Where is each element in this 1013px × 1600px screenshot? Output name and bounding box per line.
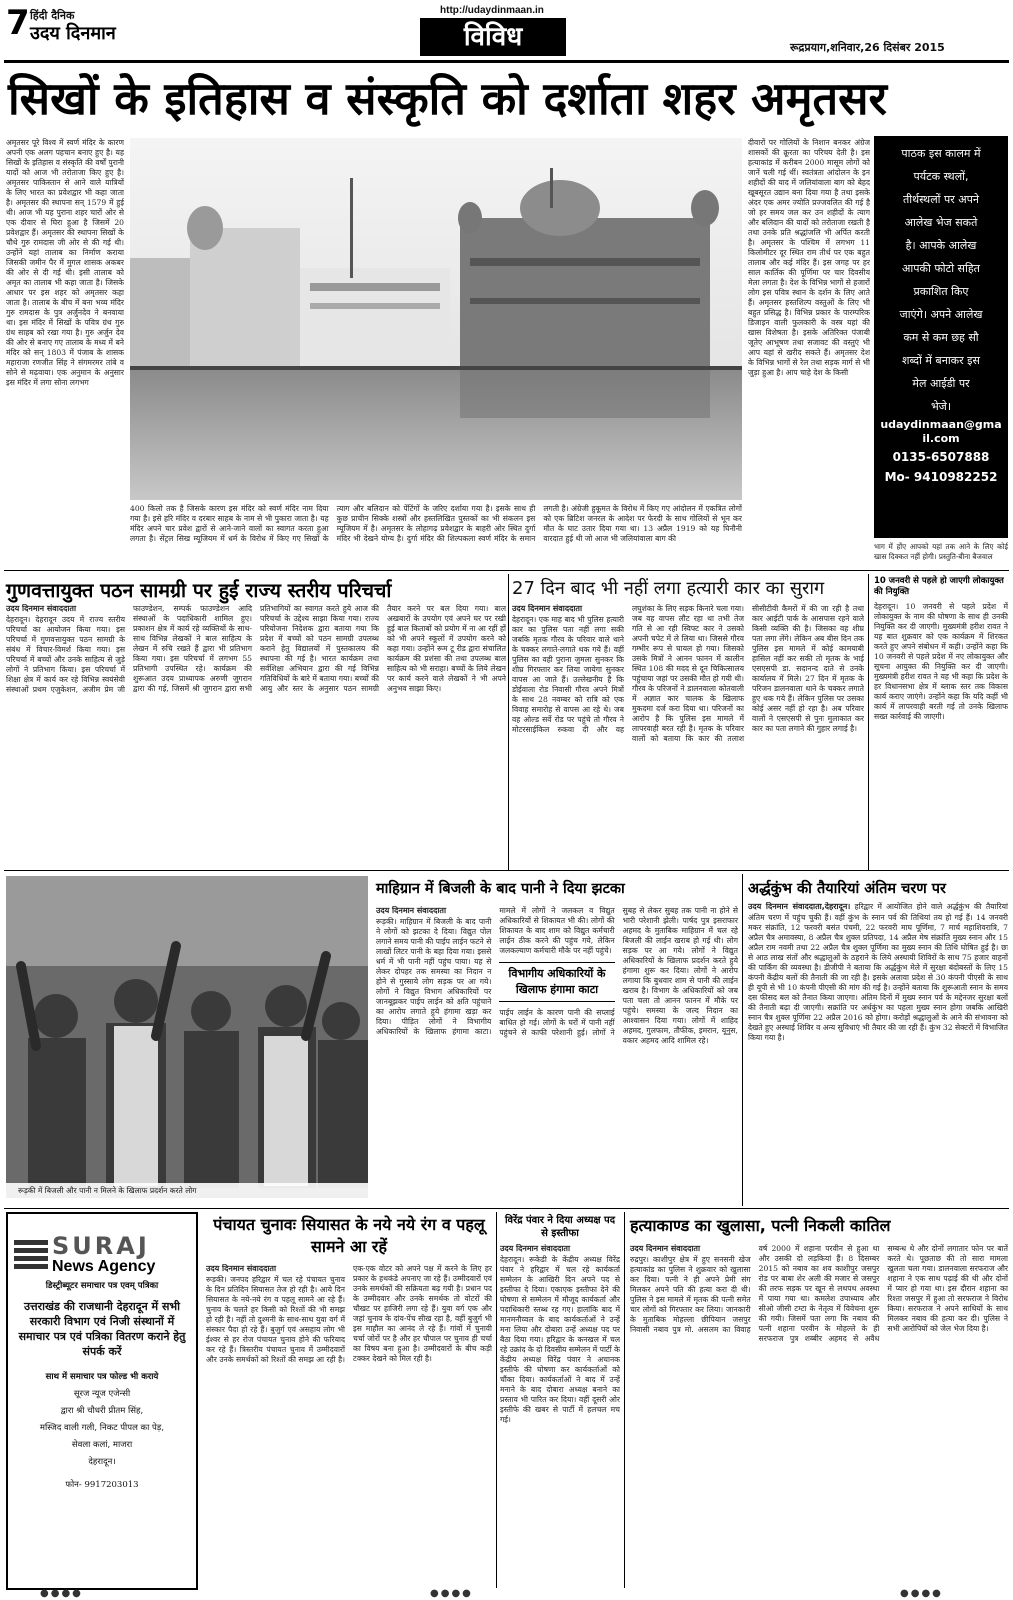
registration-marks-right: ●●●● [900,1588,943,1599]
section-name: विविध [420,18,566,56]
promo-line: है। आपके आलेख [905,239,977,252]
story7-body [206,1264,492,1586]
registration-marks-center: ●●●● [430,1588,473,1599]
promo-line: पर्यटक स्थलों, [913,170,969,183]
story8-body [500,1244,620,1586]
v-rule [508,574,509,870]
story6-headline: अर्द्धकुंभ की तैयारियां अंतिम चरण पर [748,881,946,897]
story3-byline: उदय दिनमान संवाददाता [512,604,583,613]
story5-text2: पाईप लाईन के कारण पानी की सप्लाई बाधित हो गई। लोगों के घरों में पानी नहीं पहुंचने से काफी परेशानी हुई। लोगों ने सुबह से लेकर सुबह तक पानी ना होने से भारी परेशानी झेली। पार्षद पुत्र इसराफार अहमद के मुताबिक माहिग्रान में चल रहे बिजली की लाईन खराब हो गई थी। लोग सड़क पर आ गये। लोगों ने विद्युत अधिकारियों के खिलाफ प्रदर्शन करते हुये हंगामा शुरू कर दिया। लोगों ने आरोप लगाया कि बुधवार शाम से पानी की लाईन खराब है। विभाग के अधिकारियों को जब पता चला तो आनन फानन में मौके पर पहुंचे। समस्या के जल्द निदान का आश्वासन दिया गया। लोगों में शाहिद अहमद, गुलफाम, तौफीक, इमरान, यूनुस, वकार अहमद आदि शामिल रहे। [499,906,738,1046]
masthead-rule [4,60,1009,63]
story2-headline: गुणवत्तायुक्त पठन सामग्री पर हुई राज्य स्तरीय परिचर्चा [6,579,392,602]
v-rule [742,874,743,1206]
suraj-ad [6,1212,198,1590]
promo-line: शब्दों में बनाकर इस [902,354,980,367]
ad-brand-top: SURAJ [52,1232,150,1260]
ad-address-2: द्वारा श्री चौधरी प्रीतम सिंह, [60,1406,144,1416]
story2-byline: उदय दिनमान संवाददाता [6,604,77,613]
promo-email[interactable]: udaydinmaan@gmail.com [880,418,1002,445]
story8-text: देहरादून। रूकेडी के केंद्रीय अध्यक्ष विरेंद्र पंवार ने हरिद्वार में चल रहे कार्यकर्ता सम्मेलन के आखिरी दिन अपने पद से इस्तीफा दे दिया। एकाएक इस्तीफा देने की घोषणा से सम्मेलन में मौजूद कार्यकर्ता और पदाधिकारी स्तब्ध रह गए। हालांकि बाद में मानमनौव्वल के बाद कार्यकर्ताओं ने उन्हें मना लिया और दोबारा उन्हें अध्यक्ष पद पर बैठा दिया गया। हरिद्वार के कनखल में चल रहे उक्रांद के दो दिवसीय सम्मेलन में पार्टी के केंद्रीय अध्यक्ष विरेंद्र पंवार ने अचानक इस्तीफे की घोषणा कर कार्यकर्ताओं को चौंका दिया। कार्यकर्ताओं ने बाद में उन्हें मनाने के बाद दोबारा अध्यक्ष बनाने का प्रस्ताव भी पारित कर दिया। वहीं दूसरी ओर इस्तीफे की खबर से पार्टी में हलचल मच गई। [500,1254,620,1424]
section-rule [4,570,1009,571]
story4-headline: 10 जनवरी से पहले हो जाएगी लोकायुक्त की नियुक्ति [874,576,1004,597]
v-rule [624,1212,625,1588]
story6-byline: उदय दिनमान संवाददाता,देहरादून। [748,902,851,911]
story9-headline: हत्याकाण्ड का खुलासा, पत्नी निकली कातिल [630,1216,891,1235]
story3-body [512,604,864,864]
story2-text: देहरादून। देहरादून उदय में राज्य स्तरीय परिचर्चा का आयोजन किया गया। इस परिचर्चा में गुणवत्तायुक्त पठन सामग्री के संबंध में विचार-विमर्श किया गया। इस परिचर्चा में बच्चों और उनके साहित्य से जुड़े लोगों ने प्रतिभाग किया। इस परिचर्चा में शिक्षा क्षेत्र में कार्य कर रहे विभिन्न स्वयंसेवी संस्थाओं प्रथम एजुकेशन, अजीम प्रेम जी फाउण्डेशन, सम्पर्क फाउण्डेशन आदि संस्थाओं के पदाधिकारी शामिल हुए। प्रकाशन क्षेत्र में कार्य रहे व्यक्तियों के साथ-साथ विभिन्न लेखकों ने बाल साहित्य के लेखन में रुचि रखते हैं द्वारा भी प्रतिभाग किया गया। इस परिचर्चा में लगभग 55 प्रतिभागी उपस्थित रहे। कार्यक्रम की शुरूआत उदय प्राध्यापक अरुणी जुगरान द्वारा की गई, जिसमें श्री जुगरान द्वारा सभी प्रतिभागियों का स्वागत करते हुये आज की परिचर्चा के उद्देश्य साझा किया गया। राज्य परियोजना निदेशक द्वारा बताया गया कि प्रदेश में बच्चों को पठन सामग्री उपलब्ध कराने हेतु विद्यालयों में पुस्तकालय की स्थापना की गई है। भारत कार्यक्रम तथा सर्वशिक्षा अभियान द्वारा की गई विभिन्न गतिविधियों के बारे में बताया गया। बच्चों की आयु और स्तर के अनुसार पठन सामग्री तैयार करने पर बल दिया गया। बाल अखबारों के उपयोग एवं अपने घर पर रखी हुई बाल किताबों को प्रयोग में ना आ रहीं हों को भी अपने स्कूलों में उपयोग करने को कहा गया। उन्होंने रूम टू रीड द्वारा संचालित कार्यक्रम की प्रशंसा की तथा उपलब्ध बाल साहित्य को भी सराहा। बच्चों के लिये लेखन पर कार्य करने वाले लेखकों ने भी अपने अनुभव साझा किए। [6,604,506,694]
v-rule [496,1212,497,1588]
ad-subtitle: डिस्ट्रीब्यूटर समाचार पत्र एवम् पत्रिका [45,1281,159,1291]
ad-logo [14,1234,190,1276]
promo-box [874,136,1008,538]
story5-byline: उदय दिनमान संवाददाता [376,906,447,915]
promo-line: प्रकाशित किए [913,285,969,298]
photo-caption: रूड़की में बिजली और पानी न मिलने के खिलाफ प्रदर्शन करते लोग [6,1183,368,1198]
story3-headline: 27 दिन बाद भी नहीं लगा हत्यारी कार का सुराग [512,578,825,599]
promo-line: तीर्थस्थलों पर अपने [902,193,980,206]
story5-pull-quote: विभागीय अधिकारियों के खिलाफ हंगामा काटा [499,962,614,1002]
ad-logo-icon [14,1240,48,1270]
lead-headline: सिखों के इतिहास व संस्कृति को दर्शाता शहर अमृतसर [8,72,887,125]
story9-byline: उदय दिनमान संवाददाता [630,1244,701,1253]
protest-photo [6,876,368,1198]
lead-left-column: अमृतसर पूरे विश्व में स्वर्ण मंदिर के कारण अपनी एक अलग पहचान बनाए हुए है। यह सिखों के इतिहास व संस्कृति की वर्षों पुरानी यादों को आज भी तरोताजा किए हुए है। अमृतसर पाकिस्तान से आने वाले यात्रियों के लिए भारत का प्रवेशद्वार भी कहा जाता है। अमृतसर की स्थापना सन् 1579 में हुई थी। आज भी यह पुराना शहर चारों ओर से एक दीवार से घिरा हुआ है जिसमें 20 प्रवेशद्वार हैं। अमृतसर की स्थापना सिखों के चौथे गुरु रामदास जी ओर से की गई थी। उन्होंने यहां तालाब का निर्माण कराया जिसकी जमीन पैर में मुगल शासक अकबर की ओर से दी गई थी। इसी तालाब को अमृत का तालाब भी कहा जाता है। जिसके आधार पर इस शहर को अमृतसर कहा जाता है। तालाब के बीच में बना भव्य मंदिर गुरु रामदास के पुत्र अर्जुनदेव ने बनवाया था। इस मंदिर में सिखों के पवित्र ग्रंथ गुरु ग्रंथ साहब को रखा गया है। गुरु अर्जुन देव की ओर से बनाए गए तालाब के मध्य में बने मंदिर को सन् 1803 में पंजाब के शासक महाराजा रणजीत सिंह ने संगमरमर तांबे व सोने से मढ़वाया। एक अनुमान के अनुसार इस मंदिर में लगा सोना लगभग [6,138,124,388]
story7-text: रूड़की। जनपद हरिद्वार में चल रहे पंचायत चुनाव के दिन प्रतिदिन सियासत तेज हो रही है। आये दिन सियासत के नये-नये रंग व पहलू सामने आ रहे हैं। चुनाव के चलते हर किसी को रिश्तों की भी समझ हो रही है। नहीं तो दुश्मनी के साथ-साथ युवा वर्ग में संस्कार पैदा हो रहे हैं। बुजुर्ग एवं असहाय लोग भी ईश्वर से हर रोज पंचायत चुनाव होने की फरियाद कर रहे हैं। त्रिस्तरीय पंचायत चुनाव में उम्मीदवारों और उनके समर्थकों को रिश्तों की समझ आ रही है। एक-एक वोटर को अपने पक्ष में करने के लिए हर प्रकार के हथकंडे अपनाए जा रहे हैं। उम्मीदवारों एवं उनके समर्थकों की सक्रियता बढ़ गयी है। प्रधान पद के उम्मीदवार और उनके समर्थक तो वोटरों की चौखट पर हाजिरी लगा रहे हैं। युवा वर्ग एक और जहां चुनाव के दांव-पेंच सीख रहा है, वहीं बुजुर्ग भी इस माहौल का आनंद ले रहे हैं। गांवों में चुनावी चर्चा जोरों पर है और हर चौपाल पर चुनाव ही चर्चा का विषय बना हुआ है। उम्मीदवारों के बीच कड़ी टक्कर देखने को मिल रही है। [206,1264,492,1364]
story6-body [748,902,1008,1202]
promo-line: कम से कम छह सौ [903,331,979,344]
story7-headline: पंचायत चुनावः सियासत के नये नये रंग व पहलू सामने आ रहें [213,1215,485,1256]
promo-line: आलेख भेज सकते [904,216,978,229]
story2-body [6,604,506,864]
ad-brand-bottom: News Agency [52,1258,156,1275]
story9-body [630,1244,1008,1586]
page-number: 7 [6,3,30,43]
dateline: रूद्रप्रयाग,शनिवार,26 दिसंबर 2015 [790,41,945,54]
story4-text: देहरादून। 10 जनवरी से पहले प्रदेश में लोकायुक्त के नाम की घोषणा के साथ ही उनकी नियुक्ति कर दी जाएगी। मुख्यमंत्री हरीश रावत ने यह बात शुक्रवार को एक कार्यक्रम में शिरकत करते हुए अपने संबोधन में कही। उन्होंने कहा कि 10 जनवरी से पहले प्रदेश में नए लोकायुक्त और सूचना आयुक्त की नियुक्ति कर दी जाएगी। मुख्यमंत्री हरीश रावत ने यह भी कहा कि प्रदेश के हर विधानसभा क्षेत्र में ब्लाक स्तर तक विकास कार्य कराए जाएंगे। उन्होंने कहा कि यदि कहीं भी कार्य में लापरवाही बरती गई तो उनके खिलाफ सख्त कार्रवाई की जाएगी। [874,602,1008,722]
story9-text: रुद्रपुर। काशीपुर क्षेत्र में हुए सनसनी खेज हत्याकांड का पुलिस ने शुक्रवार को खुलासा कर दिया। पत्नी ने ही अपने प्रेमी संग मिलकर अपने पति की हत्या करा दी थी। पुलिस ने इस मामले में मृतक की पत्नी समेत चार लोगों को गिरफ्तार कर लिया। जानकारी के मुताबिक मोहल्ला छीपियान जसपुर निवासी नबाव पुत्र मो. असलम का विवाह वर्ष 2000 में शहाना परवीन से हुआ था और उसकी दो लड़कियां हैं। 8 दिसम्बर 2015 को नबाव का शव काशीपुर जसपुर रोड पर बाबा शेर अली की मजार से जसपुर की तरफ सड़क पर खून से लथपथ अवस्था में पाया गया था। कमलेश उपाध्याय और सीओ जीसी टम्टा के नेतृत्व में विवेचना शुरू की गयी। जिसमें पता लगा कि नबाव की पत्नी शहाना परवीन के मोहल्ले के ही सरफराज पुत्र शब्बीर अहमद से अवैध सम्बन्ध थे और दोनों लगातार फोन पर बातें करते थे। पूछताछ की तो सारा मामला खुलता चला गया। डालनवाला सरफराज और शहाना ने एक साथ पढ़ाई की थी और दोनों में प्यार हो गया था। इस दौरान शहाना का रिश्ता जसपुर में हुआ तो सरफराज ने विरोध किया। सरफराज ने अपने साथियों के साथ मिलकर नबाव की हत्या कर दी। पुलिस ने सभी आरोपियों को जेल भेज दिया है। [630,1244,1008,1344]
golden-temple-photo [130,138,742,500]
section-rule [4,870,1009,871]
ad-address-4: सेवला कलां, माजरा [71,1440,133,1450]
story8-headline: विरेंद्र पंवार ने दिया अध्यक्ष पद से इस्तीफा [504,1215,616,1239]
story5-text: रूड़की। माहिग्रान में बिजली के बाद पानी ने लोगों को झटका दे दिया। विद्युत पोल लगाने समय पानी की पाईप लाईन फटने से लाखों लिटर पानी के बहा दिया गया। इससे धर्म में भी पानी नहीं पहुंच पाया। यह से लेकर दोपहर तक समस्या का निदान न होने से गुस्साये लोग सड़क पर आ गये। लोगों ने विद्युत विभाग अधिकारियों पर जानबूझकर पाईप लाईन को क्षति पहुंचाने का आरोप लगाते हुये हंगामा खड़ा कर दिया। पीड़ित लोगों ने विभागीय अधिकारियों के खिलाफ हंगामा काटा। मामले में लोगों ने जलकल व विद्युत अधिकारियों से शिकायत भी की। लोगों की शिकायत के बाद शाम को विद्युत कर्मचारी लाईन ठीक करने की पहुंच गये, लेकिन जलकल्याण कर्मचारी मौके पर नहीं पहुंचे। [376,906,615,1036]
ad-address-1: सूरज न्यूज एजेन्सी [73,1389,131,1399]
site-url[interactable]: http://udaydinmaan.in [440,5,544,16]
ad-address-3: मस्जिद वाली गली, निकट पीपल का पेड़, [39,1423,165,1433]
story3-text: देहरादून। एक माह बाद भी पुलिस हत्यारी कार का पुलिस पता नहीं लगा सकी जबकि मृतक गौरव के परिवार वाले थाने के चक्कर लगाते-लगाते थक गये हैं। वहीं पुलिस का वही पुराना जुमला सुनकर कि शीघ्र गिरफ्तार कर लिया जायेगा सुनकर वापस आ जाते हैं। उल्लेखनीय है कि डोईवाला रोड निवासी गौरव अपने मित्रों के साथ 28 नवम्बर को रात्रि को एक विवाह समारोह से वापस आ रहे थे। जब वह ओल्ड सर्वे रोड पर पहुंचे तो गौरव ने मोटरसाईकिल रुकवा दी और वह लघुशंका के लिए सड़क किनारे चला गया। जब वह वापस लौट रहा था तभी तेज गति से आ रही स्विफ्ट कार ने उसको अपनी चपेट में ले लिया था। जिससे गौरव गम्भीर रूप से घायल हो गया। जिसको उसके मित्रों ने आनन फानन में कालीन स्थित 108 की मदद से दून चिकित्सालय पहुंचाया जहां पर उसकी मौत हो गयी थी। गौरव के परिजनों ने डालनवाला कोतवाली में अज्ञात कार चालक के खिलाफ मुकदमा दर्ज करा दिया था। परिजनों का आरोप है कि पुलिस इस मामले में लापरवाही बरत रही है। मृतक के परिवार वालों को बताया कि कार की तलाश सीसीटीवी कैमरों में की जा रही है तथा कार आईटी पार्क के आसपास रहने वाले किसी व्यक्ति की है। जिसका वह शीघ्र पता लगा लेंगे। लेकिन अब बीस दिन तक पुलिस इस मामले में कोई कामयाबी हासिल नहीं कर सकी तो मृतक के भाई एसएसपी डा. सदानन्द दाते से उनके कार्यालय में मिले। 27 दिन में मृतक के परिजन डालनवाला थाने के चक्कर लगाते हुए थक गये हैं। लेकिन पुलिस पर उसका कोई असर नहीं हो रहा है। अब परिवार वालों ने एसएसपी से पुनः मुलाकात कर कार का पता लगाने की गुहार लगाई है। [512,604,864,744]
promo-line: भेजे। [930,400,952,413]
story5-headline: माहिग्रान में बिजली के बाद पानी ने दिया झटका [376,881,625,897]
promo-line: मेल आईडी पर [912,377,970,390]
lead-below-photo: 400 किलो तक है जिसके कारण इस मंदिर को स्वर्ण मंदिर नाम दिया गया है। इसे हरि मंदिर व दरबार साहब के नाम से भी पुकारा जाता है। यह मंदिर अपने चार प्रवेश द्वारों से आने-जाने वालों का स्वागत करता हुआ लगता है। सेंट्रल सिख म्यूजियम में धर्म के विरोध में किए गए सिखों के त्याग और बलिदान को पेंटिंगों के जरिए दर्शाया गया है। इसके साथ ही कुछ प्राचीन सिक्के शस्त्रों और हस्तलिखित पुस्तकों का भी संकलन इस म्यूजियम में है। अमृतसर के लोहागढ़ प्रवेशद्वार के बाहरी ओर स्थित दुर्गा मंदिर भी देखने योग्य है। दुर्गा मंदिर की शिल्पकला स्वर्ण मंदिर के समान लगती है। अंग्रेजी हुकूमत के विरोध में किए गए आंदोलन में एकत्रित लोगों को एक ब्रिटिश जनरल के आदेश पर फेरदी के साथ गोलियों से भून कर मौत के घाट उतार दिया गया था। 13 अप्रैल 1919 को यह घिनौनी वारदात हुई थी जो आज भी जलियांवाला बाग की [130,504,742,544]
ad-contact-head: साथ में समाचार पत्र फोल्ड भी कराये [45,1372,159,1382]
story6-text: हरिद्वार में आयोजित होने वाले अर्द्धकुंभ की तैयारियां अंतिम चरण में पहुंच चुकी हैं। वहीं कुंभ के स्नान पर्व की तिथियां तय हो गई हैं। 14 जनवरी मकर संक्रांति, 12 फरवरी बसंत पंचमी, 22 फरवरी माघ पूर्णिमा, 7 मार्च महाशिवरात्रि, 7 अप्रैल चैत्र अमावस्या, 8 अप्रैल चैत्र शुक्ल प्रतिपदा, 14 अप्रैल मेष संक्रांति मुख्य स्नान और 15 अप्रैल राम नवमी तथा 22 अप्रैल चैत्र शुक्ल पूर्णिमा का मुख्य स्नान की तिथि घोषित हुई है। छः से आठ लाख संतों और श्रद्धालुओं के ठहराने के लिये अस्थायी शिविरों के साथ 75 हजार वाहनों की पार्किंग की व्यवस्था है। डीजीपी ने बताया कि अर्द्धकुंभ मेले में सुरक्षा बंदोबस्तों के लिए 15 कंपनी केंद्रीय बलों की तैनाती की जा रही है। इसके अलावा प्रदेश से 30 कंपनी पीएसी के साथ ही यूपी से भी 10 कंपनी पीएसी की मांग की गई है। उन्होंने बताया कि शुरूआती स्नान के समय दस फीसद बल को तैनात किया जाएगा। अंतिम दिनों में मुख्य स्नान पर्व के मद्देनजर सुरक्षा बलों की तैनाती बढ़ा दी जाएगी। सक्रांति पर अर्धकुंभ का पहला मुख्य स्नान होगा जबकि आखिरी स्नान चैत्र शुक्ल पूर्णिमा 22 अप्रैल 2016 को होगा। करोड़ों श्रद्धालुओं के आने की संभावना को देखते हुए अस्थाई शिविर व अन्य सुविधाएं भी तैयार की जा रही हैं। कुंभ 32 सेक्टरों में विभाजित किया गया है। [748,902,1008,1042]
promo-line: जाएंगे। अपने आलेख [899,308,983,321]
paper-name: उदय दिनमान [30,23,116,44]
ad-body: उत्तराखंड की राजधानी देहरादून में सभी सरकारी विभाग एवं निजी संस्थानों में समाचार पत्र एवं पत्रिका वितरण कराने हेतु संपर्क करें [18,1300,186,1358]
promo-mobile: Mo- 9410982252 [884,470,998,484]
registration-marks-left: ●●●● [40,1588,83,1599]
promo-line: पाठक इस कालम में [901,147,981,160]
story5-body [376,906,738,1206]
promo-tail: भाग में होंए आपको यहां तक आने के लिए कोई खास दिक्कत नहीं होगी। प्रस्तुति-बीना बैजवाल [874,542,1008,561]
paper-line-1: हिंदी दैनिक [30,9,75,22]
v-rule [868,574,869,870]
story7-byline: उदय दिनमान संवाददाता [206,1264,277,1273]
lead-right-column: दीवारों पर गोलियों के निशान बनकर अंग्रेज शासकों की क्रूरता का परिचय देती है। इस हत्याकांड में करीबन 2000 मासूम लोगों को जानें चली गई थीं। स्वतंत्रता आंदोलन के इन शहीदों की याद में जलियांवाला बाग को बेहद खूबसूरत उद्यान बना दिया गया है तथा इसके अंदर एक अमर ज्योति प्रज्जवलित की गई है जो हर समय जल कर उन शहीदों के त्याग और बलिदान की यादों को तरोताजा रखती है तथा उनके प्रति श्रद्धांजलि भी अर्पित करती है। अमृतसर के पश्चिम में लगभग 11 किलोमीटर दूर स्थित राम तीर्थ पर एक बहुत तालाब और कई मंदिर हैं। इस जगह पर हर साल कार्तिक की पूर्णिमा पर चार दिवसीय मेला लगता है। देश के विभिन्न भागों से हजारों लोग इस पवित्र स्थान के दर्शन के लिए आते हैं। अमृतसर हस्तशिल्प वस्तुओं के लिए भी बहुत प्रसिद्ध है। विभिन्न प्रकार के पारम्परिक डिजाइन वाली फुलकारी के वस्त्र यहां की खास विशेषता है। इसके अतिरिक्त पंजाबी जूतेए आभूषण तथा सजावट की वस्तुएं भी आप यहां से खरीद सकते हैं। अमृतसर देश के विभिन्न भागों से रेल तथा सड़क मार्ग से भी जुड़ा हुआ है। आप चाहे देश के किसी [748,138,870,378]
section-rule [4,1208,1009,1209]
promo-phone: 0135-6507888 [892,450,990,464]
ad-address-5: देहरादून। [88,1457,116,1467]
ad-phone: फोन- 9917203013 [65,1480,139,1490]
promo-line: आपकी फोटो सहित [902,262,980,275]
story8-byline: उदय दिनमान संवाददाता [500,1244,571,1253]
